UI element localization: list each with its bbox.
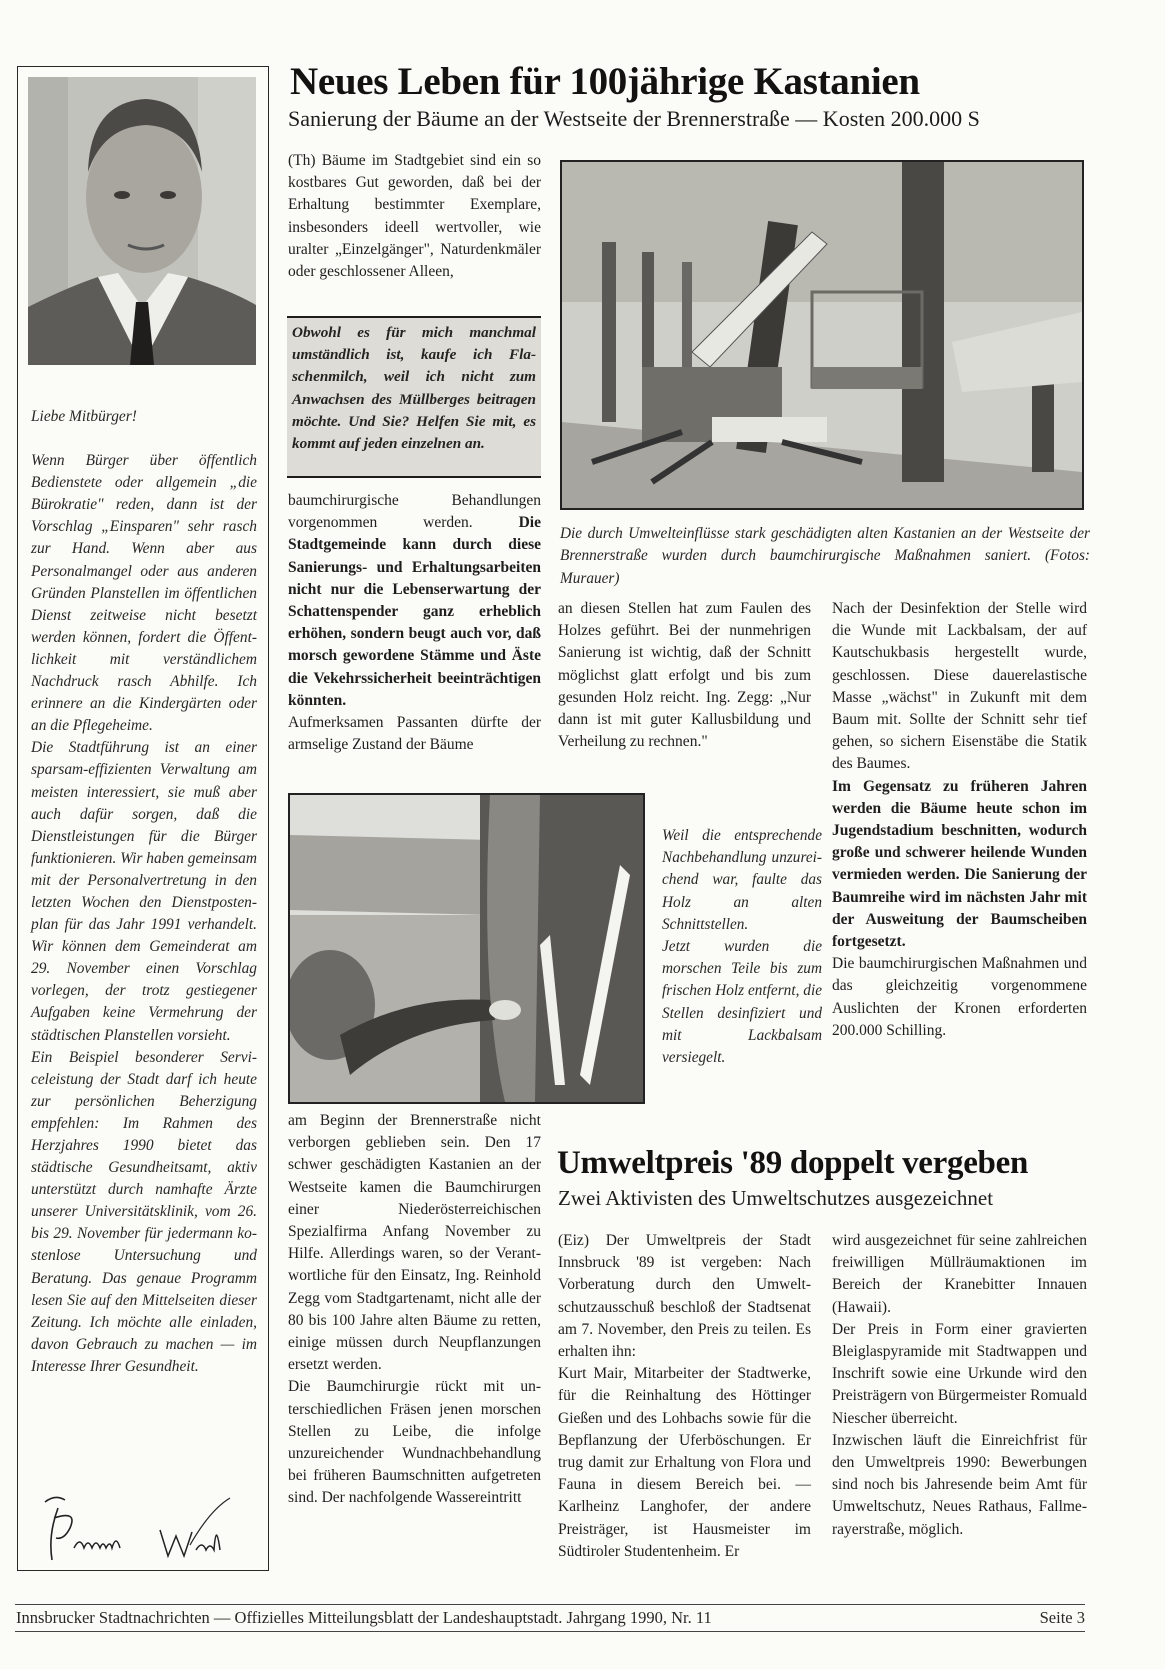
footer-page-number: Seite 3 xyxy=(1039,1608,1085,1627)
milk-bottle-quote-box: Obwohl es für mich manchmal umständlich ist, kaufe ich Flaschenmilch, weil ich nicht zum Anwachsen des Müllberges beitragen möchte. Und Sie? Helfen Sie mit, es kommt auf jeden einzelnen an. xyxy=(287,316,541,478)
footer-rule-top xyxy=(15,1604,1085,1605)
article-column-text xyxy=(288,1110,541,1510)
caption-paragraph: Weil die entsprechende Nachbehandlung unzureichend war, faulte das Holz an alten Schnittstellen. xyxy=(662,827,822,933)
mayor-signature xyxy=(40,1490,240,1565)
article2-subheadline: Zwei Aktivisten des Umweltschutzes ausgezeichnet xyxy=(558,1186,994,1210)
article-text: Der Preis in Form einer gravierten Bleiglaspyramide mit Stadtwappen und Inschrift sowie eine Urkunde wird den Preisträgern von Bürgermeister Romuald Niescher überreicht. xyxy=(832,1320,1087,1427)
article2-column-text xyxy=(832,1230,1087,1541)
tree-surgery-photo xyxy=(288,793,645,1104)
letter-paragraph: Wenn Bürger über öffentlich Bedienstete oder allgemein „die Bürokratie" reden, dann ist der Vorschlag „Einsparen" sehr rasch zur Hand. Wenn aber aus Personalmangel oder aus anderen Gründen Planstellen im öffentlichen Dienst zeitweise nicht besetzt werden können, fordert die Öffentlichkeit mit verständlichem Nachdruck rasch Abhilfe. Ich erinnere an die Kindergärten oder an die Pflegeheime. xyxy=(31,452,257,735)
article-text: Kurt Mair, Mitarbeiter der Stadtwerke, für die Reinhaltung des Höttinger Gießen und des Lohbachs sowie für die Bepflanzung der Uferböschungen. Er trug damit zur Erhaltung von Flora und Fauna in diesem Bereich bei. — Karlheinz Langhofer, der andere Preisträger, ist Hausmeister im Südtiroler Studentenheim. Er xyxy=(558,1365,811,1560)
tree-photo-caption xyxy=(662,825,822,1069)
article-subheadline: Sanierung der Bäume an der Westseite der Brennerstraße — Kosten 200.000 S xyxy=(288,106,980,131)
article-column-text xyxy=(288,490,541,756)
article-bold-text: Im Gegensatz zu früheren Jahren werden die Bäume heute schon im Jugendstadium beschnitten, wodurch große und schwerer heilende Wunden vermieden werden. Die Sanierung der Baumreihe wird im nächsten Jahr mit der Ausweitung der Baumscheiben fortgesetzt. xyxy=(832,777,1087,951)
tree-photo-illustration xyxy=(290,795,643,1102)
signature-icon xyxy=(40,1490,240,1565)
crane-photo-illustration xyxy=(562,162,1082,508)
article2-column-text xyxy=(558,1230,811,1563)
footer-rule-bottom xyxy=(15,1631,1085,1632)
article-text: Die Baumchirurgie rückt mit unterschiedlichen Fräsen jenen morschen Stellen zu Leibe, die infolge unzureichender Wundnachbehandlung bei früheren Baumschnitten aufgetreten sind. Der nachfolgende Wassereintritt xyxy=(288,1378,541,1507)
crane-photo-caption: Die durch Umwelteinflüsse stark geschädigten alten Kastanien an der Westseite der Brennerstraße wurden durch baumchirurgische Maßnahmen saniert. (Fotos: Murauer) xyxy=(560,525,1090,587)
footer-publication: Innsbrucker Stadtnachrichten — Offizielles Mitteilungsblatt der Landeshauptstadt. Jahrgang 1990, Nr. 11 xyxy=(16,1608,712,1627)
letter-paragraph: Ein Beispiel besonderer Serviceleistung der Stadt darf ich heute zur persönlichen Beherzigung empfehlen: Im Rahmen des Herzjahres 1990 bietet das städtische Gesundheitsamt, aktiv unterstützt durch namhafte Ärzte unserer Universitätsklinik, vom 26. bis 29. November für jedermann kostenlose Untersuchung und Beratung. Das genaue Programm lesen Sie auf den Mittelseiten dieser Zeitung. Ich möchte alle einladen, davon Gebrauch zu machen — im Interesse Ihrer Gesundheit. xyxy=(31,1048,257,1375)
article-text: (Eiz) Der Umweltpreis der Stadt Innsbruck '89 ist vergeben: Nach Vorberatung durch den Umweltschutzausschuß beschloß der Stadtsenat am 7. November, den Preis zu teilen. Es erhalten ihn: xyxy=(558,1232,811,1361)
article-text: Aufmerksamen Passanten dürfte der armselige Zustand der Bäume xyxy=(288,714,541,754)
portrait-illustration xyxy=(28,77,256,365)
article-intro: (Th) Bäume im Stadtgebiet sind ein so kostbares Gut geworden, daß bei der Erhaltung bestimmter Exemplare, insbesonders ideell wertvoller, wie uralter „Einzelgänger", Naturdenkmäler oder geschlossener Alleen, xyxy=(288,152,541,281)
article-text: am Beginn der Brennerstraße nicht verborgen geblieben sein. Den 17 schwer geschädigten Kastanien an der Westseite kamen die Baumchirurgen einer Niederösterreichischen Spezialfirma Anfang November zu Hilfe. Allerdings waren, so der Verantwortliche für den Einsatz, Ing. Reinhold Zegg vom Stadtgartenamt, nicht alle der 80 bis 100 Jahre alten Bäume zu retten, einige müssen durch Neupflanzungen ersetzt werden. xyxy=(288,1112,541,1374)
mayor-portrait-photo xyxy=(28,77,256,365)
article-headline: Neues Leben für 100jährige Kastanien xyxy=(290,60,920,103)
caption-paragraph: Jetzt wurden die morschen Teile bis zum frischen Holz entfernt, die Stellen desinfiziert und mit Lackbalsam versiegelt. xyxy=(662,938,822,1067)
article-text: Die baumchirurgischen Maßnahmen und das gleichzeitig vorgenommene Auslichten der Kronen erforderten 200.000 Schilling. xyxy=(832,955,1087,1039)
crane-tree-photo xyxy=(560,160,1084,510)
article-text: Nach der Desinfektion der Stelle wird die Wunde mit Lackbalsam, der auf Kautschukbasis hergestellt wurde, geschlossen. Diese dauerelastische Masse „wächst" in Zukunft mit dem Baum mit. Sollte der Schnitt sehr tief gehen, so sichern Eisenstäbe die Statik des Baumes. xyxy=(832,600,1087,773)
letter-greeting: Liebe Mitbürger! xyxy=(31,408,137,425)
article-bold-text: Die Stadtgemeinde kann durch diese Sanierungs- und Erhaltungsarbeiten nicht nur die Lebenserwartung der Schattenspender ganz erheblich erhöhen, sondern beugt auch vor, daß morsch gewordene Stämme und Äste die Vekehrssicherheit beeinträchtigen könnten. xyxy=(288,514,541,709)
mayor-letter-text xyxy=(31,406,257,1378)
article2-headline: Umweltpreis '89 doppelt vergeben xyxy=(557,1145,1028,1181)
article-column-text: an diesen Stellen hat zum Faulen des Holzes geführt. Bei der nunmehrigen Sanierung ist wichtig, daß der Schnitt möglichst glatt erfolgt und bis zum gesunden Holz reicht. Ing. Zegg: „Nur dann ist mit guter Kallusbildung und Verheilung zu rechnen." xyxy=(558,600,811,751)
article-text: Inzwischen läuft die Einreichfrist für den Umweltpreis 1990: Bewerbungen sind noch bis Jahresende beim Amt für Umweltschutz, Neues Rathaus, Fallmerayerstraße, möglich. xyxy=(832,1431,1087,1538)
article-column-text xyxy=(832,598,1087,1042)
letter-paragraph: Die Stadtführung ist an einer sparsam-effizienten Verwaltung am meisten interessiert, sie muß aber auch dafür sorgen, daß die Dienstleistungen für die Bürger funktionieren. Wir haben gemeinsam mit der Personalvertretung in den letzten Wochen den Dienstpostenplan für das Jahr 1991 verhandelt. Wir können dem Gemeinderat am 29. November einen Vorschlag vorlegen, der trotz gestiegener Aufgaben keine Vermehrung der städtischen Planstellen vorsieht. xyxy=(31,739,257,1044)
article-text: wird ausgezeichnet für seine zahlreichen freiwilligen Müllräumaktionen im Bereich der Kranebitter Innauen (Hawaii). xyxy=(832,1232,1087,1316)
article-text: baumchirurgische Behandlungen vorgenommen werden. xyxy=(288,492,541,532)
